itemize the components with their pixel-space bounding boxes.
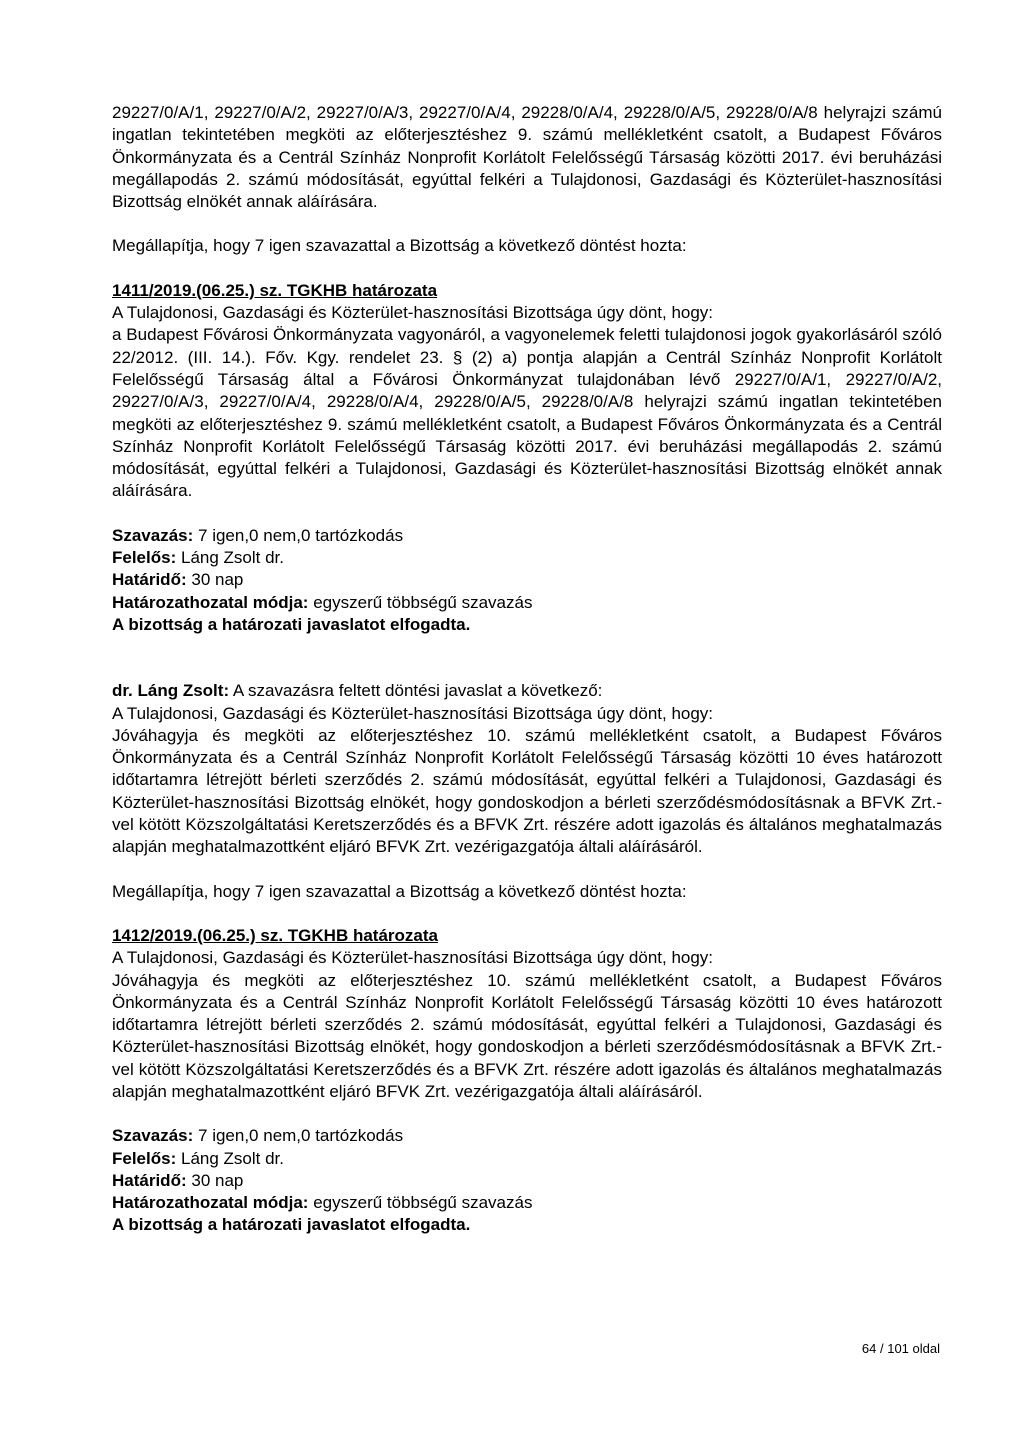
decision-mode-label: Határozathozatal módja: [112, 1193, 309, 1213]
resolution-intro: A Tulajdonosi, Gazdasági és Közterület-hasznosítási Bizottsága úgy dönt, hogy: [112, 948, 714, 968]
resolution-1411 [112, 280, 942, 636]
deadline-label: Határidő: [112, 1170, 187, 1190]
vote-value: 7 igen,0 nem,0 tartózkodás [198, 1126, 404, 1146]
speaker-proposal [112, 680, 942, 903]
responsible-line [112, 547, 942, 569]
speaker-text: A szavazásra feltett döntési javaslat a következő: [232, 681, 603, 701]
vote-line [112, 525, 942, 547]
responsible-value: Láng Zsolt dr. [180, 1148, 284, 1168]
speaker-name: dr. Láng Zsolt: [112, 681, 230, 701]
deadline-value: 30 nap [191, 570, 244, 590]
resolution-title: 1411/2019.(06.25.) sz. TGKHB határozata [112, 280, 438, 300]
continuation-paragraph: 29227/0/A/1, 29227/0/A/2, 29227/0/A/3, 29227/0/A/4, 29228/0/A/4, 29228/0/A/5, 29228/0/A/8 helyrajzi számú ingatlan tekintetében megköti az előterjesztéshez 9. számú mellékletként csatolt, a Budapest Főváros Önkormányzata és a Centrál Színház Nonprofit Korlátolt Felelősségű Társaság közötti 2017. évi beruházási megállapodás 2. számú módosítását, egyúttal felkéri a Tulajdonosi, Gazdasági és Közterület-hasznosítási Bizottság elnökét annak aláírására. [112, 103, 942, 212]
proposal-intro: A Tulajdonosi, Gazdasági és Közterület-hasznosítási Bizottsága úgy dönt, hogy: [112, 703, 714, 723]
deadline-line [112, 569, 942, 591]
resolution-result: A bizottság a határozati javaslatot elfogadta. [112, 614, 471, 634]
responsible-value: Láng Zsolt dr. [180, 548, 284, 568]
responsible-label: Felelős: [112, 548, 177, 568]
vote-finding: Megállapítja, hogy 7 igen szavazattal a Bizottság a következő döntést hozta: [112, 881, 687, 901]
proposal-body: Jóváhagyja és megköti az előterjesztéshez 10. számú mellékletként csatolt, a Budapest Főváros Önkormányzata és a Centrál Színház Nonprofit Korlátolt Felelősségű Társaság közötti 10 éves határozott időtartamra létrejött bérleti szerződés 2. számú módosítását, egyúttal felkéri a Tulajdonosi, Gazdasági és Közterület-hasznosítási Bizottság elnökét, hogy gondoskodjon a bérleti szerződésmódosításnak a BFVK Zrt.-vel kötött Közszolgáltatási Keretszerződés és a BFVK Zrt. részére adott igazolás és általános meghatalmazás alapján meghatalmazottként eljáró BFVK Zrt. vezérigazgatója általi aláírásáról. [112, 725, 942, 857]
deadline-value: 30 nap [191, 1170, 244, 1190]
vote-value: 7 igen,0 nem,0 tartózkodás [198, 525, 404, 545]
vote-label: Szavazás: [112, 525, 194, 545]
decision-mode-value: egyszerű többségű szavazás [313, 1193, 533, 1213]
responsible-label: Felelős: [112, 1148, 177, 1168]
document-page [112, 102, 942, 1237]
resolution-body: a Budapest Fővárosi Önkormányzata vagyonáról, a vagyonelemek feletti tulajdonosi jogok gyakorlásáról szóló 22/2012. (III. 14.). Főv. Kgy. rendelet 23. § (2) a) pontja alapján a Centrál Színház Nonprofit Korlátolt Felelősségű Társaság által a Fővárosi Önkormányzat tulajdonában lévő 29227/0/A/1, 29227/0/A/2, 29227/0/A/3, 29227/0/A/4, 29228/0/A/4, 29228/0/A/5, 29228/0/A/8 helyrajzi számú ingatlan tekintetében megköti az előterjesztéshez 9. számú mellékletként csatolt, a Budapest Főváros Önkormányzata és a Centrál Színház Nonprofit Korlátolt Felelősségű Társaság közötti 2017. évi beruházási megállapodás 2. számú módosítását, egyúttal felkéri a Tulajdonosi, Gazdasági és Közterület-hasznosítási Bizottság elnökét annak aláírására. [112, 325, 942, 501]
speaker-line [112, 680, 942, 702]
decision-mode-line [112, 592, 942, 614]
deadline-label: Határidő: [112, 570, 187, 590]
resolution-title: 1412/2019.(06.25.) sz. TGKHB határozata [112, 925, 438, 945]
vote-finding: Megállapítja, hogy 7 igen szavazattal a Bizottság a következő döntést hozta: [112, 236, 687, 256]
vote-line [112, 1125, 942, 1147]
resolution-result: A bizottság a határozati javaslatot elfogadta. [112, 1215, 471, 1235]
decision-mode-line [112, 1192, 942, 1214]
vote-label: Szavazás: [112, 1126, 194, 1146]
decision-mode-value: egyszerű többségű szavazás [313, 592, 533, 612]
decision-mode-label: Határozathozatal módja: [112, 592, 309, 612]
resolution-1412 [112, 925, 942, 1237]
responsible-line [112, 1148, 942, 1170]
resolution-body: Jóváhagyja és megköti az előterjesztéshez 10. számú mellékletként csatolt, a Budapest Főváros Önkormányzata és a Centrál Színház Nonprofit Korlátolt Felelősségű Társaság közötti 10 éves határozott időtartamra létrejött bérleti szerződés 2. számú módosítását, egyúttal felkéri a Tulajdonosi, Gazdasági és Közterület-hasznosítási Bizottság elnökét, hogy gondoskodjon a bérleti szerződésmódosításnak a BFVK Zrt.-vel kötött Közszolgáltatási Keretszerződés és a BFVK Zrt. részére adott igazolás és általános meghatalmazás alapján meghatalmazottként eljáró BFVK Zrt. vezérigazgatója általi aláírásáról. [112, 970, 942, 1101]
resolution-intro: A Tulajdonosi, Gazdasági és Közterület-hasznosítási Bizottsága úgy dönt, hogy: [112, 303, 714, 323]
page-number: 64 / 101 oldal [861, 1341, 940, 1356]
deadline-line [112, 1170, 942, 1192]
